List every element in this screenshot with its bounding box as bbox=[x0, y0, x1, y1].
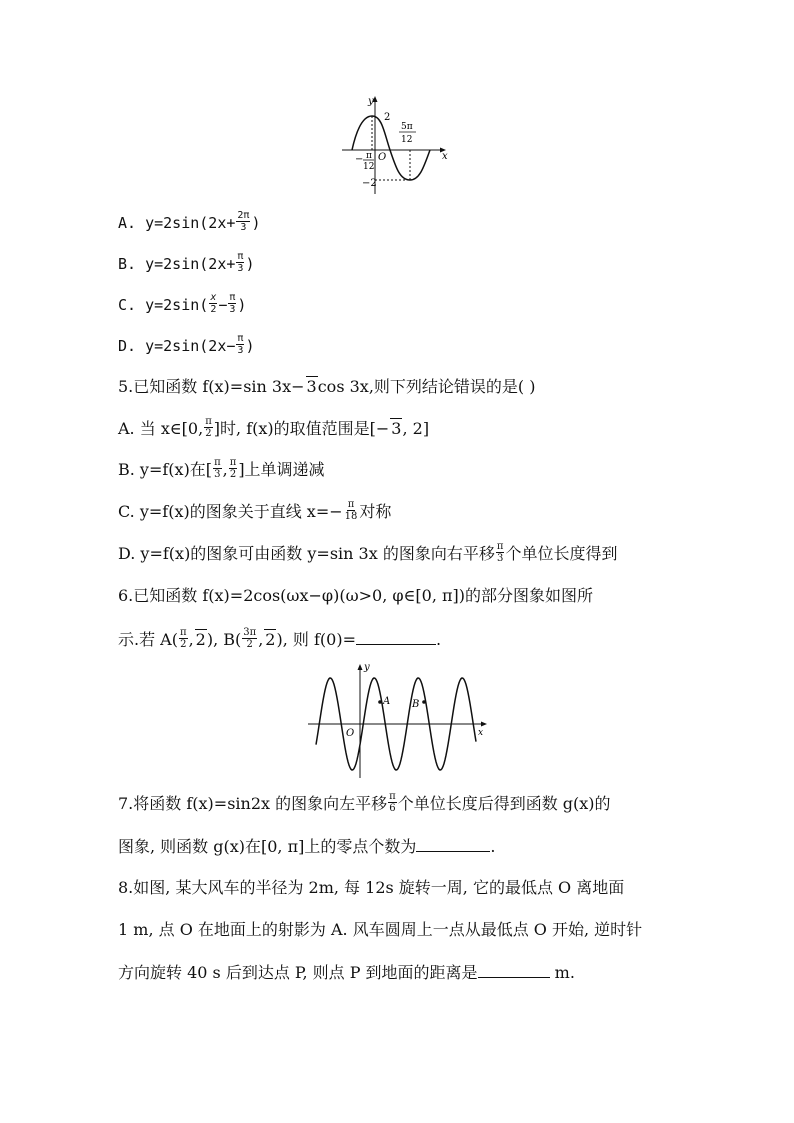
frac-num: π bbox=[179, 627, 187, 638]
frac-num: π bbox=[237, 251, 244, 262]
frac-den: 3 bbox=[237, 345, 244, 356]
q6-l2-c: ), 则 f(0)= bbox=[276, 630, 356, 649]
q5-a-part-3: , 2] bbox=[402, 419, 430, 438]
q6-l2-end: . bbox=[435, 630, 442, 649]
option-c-fraction-2 bbox=[228, 292, 236, 315]
point-a bbox=[378, 700, 382, 704]
x-axis-arrow bbox=[481, 722, 487, 727]
q6-point-b-x bbox=[242, 627, 257, 650]
q4-option-a bbox=[118, 212, 260, 235]
x-axis-label: x bbox=[442, 151, 448, 162]
q8-answer-blank bbox=[478, 962, 550, 978]
q5-b-part-2: ]上单调递减 bbox=[238, 460, 325, 479]
q5-d-fraction bbox=[496, 541, 505, 564]
point-b-label: B bbox=[412, 699, 420, 710]
option-a-fraction bbox=[236, 210, 250, 233]
frac-den: 3 bbox=[229, 304, 236, 315]
point-a-label: A bbox=[383, 696, 391, 707]
q7-line-1 bbox=[118, 793, 611, 816]
figure-sine-graph-1 bbox=[340, 92, 455, 197]
figure-cosine-graph bbox=[306, 660, 491, 780]
q4-option-b bbox=[118, 253, 254, 276]
q6-comma-2: , bbox=[258, 630, 264, 649]
q7-l2-end: . bbox=[490, 837, 496, 856]
origin-label: O bbox=[346, 728, 355, 739]
frac-den: 2 bbox=[210, 304, 217, 315]
frac-num: π bbox=[214, 457, 221, 468]
q5-c-fraction bbox=[344, 499, 359, 522]
q7-l2-a: 图象, 则函数 g(x)在[0, π]上的零点个数为 bbox=[118, 837, 417, 856]
option-d-suffix: ) bbox=[245, 337, 255, 355]
frac-num: x bbox=[210, 292, 217, 303]
option-b-fraction bbox=[236, 251, 244, 274]
frac-num: 2π bbox=[237, 210, 250, 221]
point-b bbox=[422, 700, 426, 704]
q5-option-c bbox=[118, 501, 391, 524]
pos-frac-den: 12 bbox=[401, 135, 413, 145]
q8-line-2: 1 m, 点 O 在地面上的射影为 A. 风车圆周上一点从最低点 O 开始, 逆时针 bbox=[118, 920, 643, 939]
option-b-prefix: B. y=2sin(2x+ bbox=[118, 255, 236, 273]
min-value-label: −2 bbox=[362, 178, 377, 189]
q6-point-b-y: 2 bbox=[265, 630, 276, 649]
q6-line-1: 6.已知函数 f(x)=2cos(ωx−φ)(ω>0, φ∈[0, π])的部分图象如图所 bbox=[118, 586, 594, 605]
q8-l3-a: 方向旋转 40 s 后到达点 P, 则点 P 到地面的距离是 bbox=[118, 963, 478, 982]
q8-line-1: 8.如图, 某大风车的半径为 2m, 每 12s 旋转一周, 它的最低点 O 离地面 bbox=[118, 878, 625, 897]
y-axis-label: y bbox=[368, 96, 374, 107]
q6-l2-b: ), B( bbox=[206, 630, 242, 649]
q7-answer-blank bbox=[416, 836, 490, 852]
q6-l2-a: 示.若 A( bbox=[118, 630, 178, 649]
option-b-suffix: ) bbox=[245, 255, 255, 273]
frac-den: 3 bbox=[214, 469, 221, 480]
q5-c-part-2: 对称 bbox=[359, 502, 392, 521]
q8-line-3 bbox=[118, 962, 575, 983]
frac-den: 6 bbox=[389, 803, 396, 814]
q5-c-part-1: C. y=f(x)的图象关于直线 x=− bbox=[118, 502, 343, 521]
option-c-mid: − bbox=[218, 296, 228, 314]
q5-a-part-1: A. 当 x∈[0, bbox=[118, 419, 204, 438]
q5-option-b bbox=[118, 459, 325, 482]
q5-a-fraction bbox=[204, 416, 213, 439]
q6-line-2 bbox=[118, 629, 441, 652]
option-c-suffix: ) bbox=[237, 296, 247, 314]
q5-d-part-1: D. y=f(x)的图象可由函数 y=sin 3x 的图象向右平移 bbox=[118, 544, 495, 563]
option-a-prefix: A. y=2sin(2x+ bbox=[118, 214, 236, 232]
frac-den: 2 bbox=[229, 469, 237, 480]
q5-option-a bbox=[118, 418, 429, 441]
option-a-suffix: ) bbox=[251, 214, 261, 232]
frac-num: π bbox=[229, 292, 236, 303]
q4-option-d bbox=[118, 335, 254, 358]
frac-num: π bbox=[389, 791, 396, 802]
x-axis-label: x bbox=[478, 728, 484, 738]
q7-line-2 bbox=[118, 836, 495, 857]
q5-b-comma: , bbox=[222, 460, 228, 479]
neg-frac-num: π bbox=[366, 151, 372, 161]
max-value-label: 2 bbox=[384, 112, 391, 123]
option-d-fraction bbox=[236, 333, 244, 356]
option-d-prefix: D. y=2sin(2x− bbox=[118, 337, 236, 355]
pos-frac-num: 5π bbox=[401, 122, 413, 132]
q5-a-part-2: ]时, f(x)的取值范围是[− bbox=[213, 419, 390, 438]
q5-stem-b: cos 3x,则下列结论错误的是( ) bbox=[317, 377, 536, 396]
frac-den: 2 bbox=[180, 639, 187, 650]
frac-num: π bbox=[205, 416, 212, 427]
q5-a-sqrt: 3 bbox=[391, 419, 402, 438]
frac-num: π bbox=[496, 541, 504, 552]
option-c-prefix: C. y=2sin( bbox=[118, 296, 209, 314]
frac-den: 2 bbox=[205, 428, 212, 439]
frac-den: 2 bbox=[246, 639, 253, 650]
frac-num: π bbox=[237, 333, 244, 344]
q5-stem-a: 5.已知函数 f(x)=sin 3x− bbox=[118, 377, 305, 396]
option-c-fraction-1 bbox=[209, 292, 217, 315]
frac-num: π bbox=[229, 457, 237, 468]
q5-d-part-2: 个单位长度得到 bbox=[505, 544, 618, 563]
y-axis-arrow bbox=[358, 664, 363, 670]
q5-b-fraction-1 bbox=[213, 457, 222, 480]
frac-den: 3 bbox=[237, 263, 244, 274]
neg-frac-den: 12 bbox=[363, 162, 375, 172]
y-axis-label: y bbox=[364, 662, 370, 673]
q5-option-d bbox=[118, 543, 617, 566]
q8-l3-b: m. bbox=[549, 963, 575, 982]
frac-den: 18 bbox=[344, 511, 358, 522]
q7-l1-b: 个单位长度后得到函数 g(x)的 bbox=[397, 794, 611, 813]
q6-point-a-y: 2 bbox=[195, 630, 206, 649]
frac-den: 3 bbox=[496, 553, 504, 564]
q6-point-a-x bbox=[179, 627, 188, 650]
q7-l1-a: 7.将函数 f(x)=sin2x 的图象向左平移 bbox=[118, 794, 388, 813]
q5-stem bbox=[118, 376, 535, 397]
frac-num: π bbox=[347, 499, 355, 510]
frac-num: 3π bbox=[243, 627, 257, 638]
q6-answer-blank bbox=[356, 629, 436, 645]
q6-comma-1: , bbox=[188, 630, 194, 649]
neg-frac-sign: − bbox=[355, 154, 364, 165]
q4-option-c bbox=[118, 294, 246, 317]
origin-label: O bbox=[378, 152, 387, 163]
frac-den: 3 bbox=[240, 222, 247, 233]
q7-fraction bbox=[388, 791, 397, 814]
q5-b-part-1: B. y=f(x)在[ bbox=[118, 460, 213, 479]
q5-b-fraction-2 bbox=[229, 457, 238, 480]
q5-stem-sqrt: 3 bbox=[306, 377, 317, 396]
